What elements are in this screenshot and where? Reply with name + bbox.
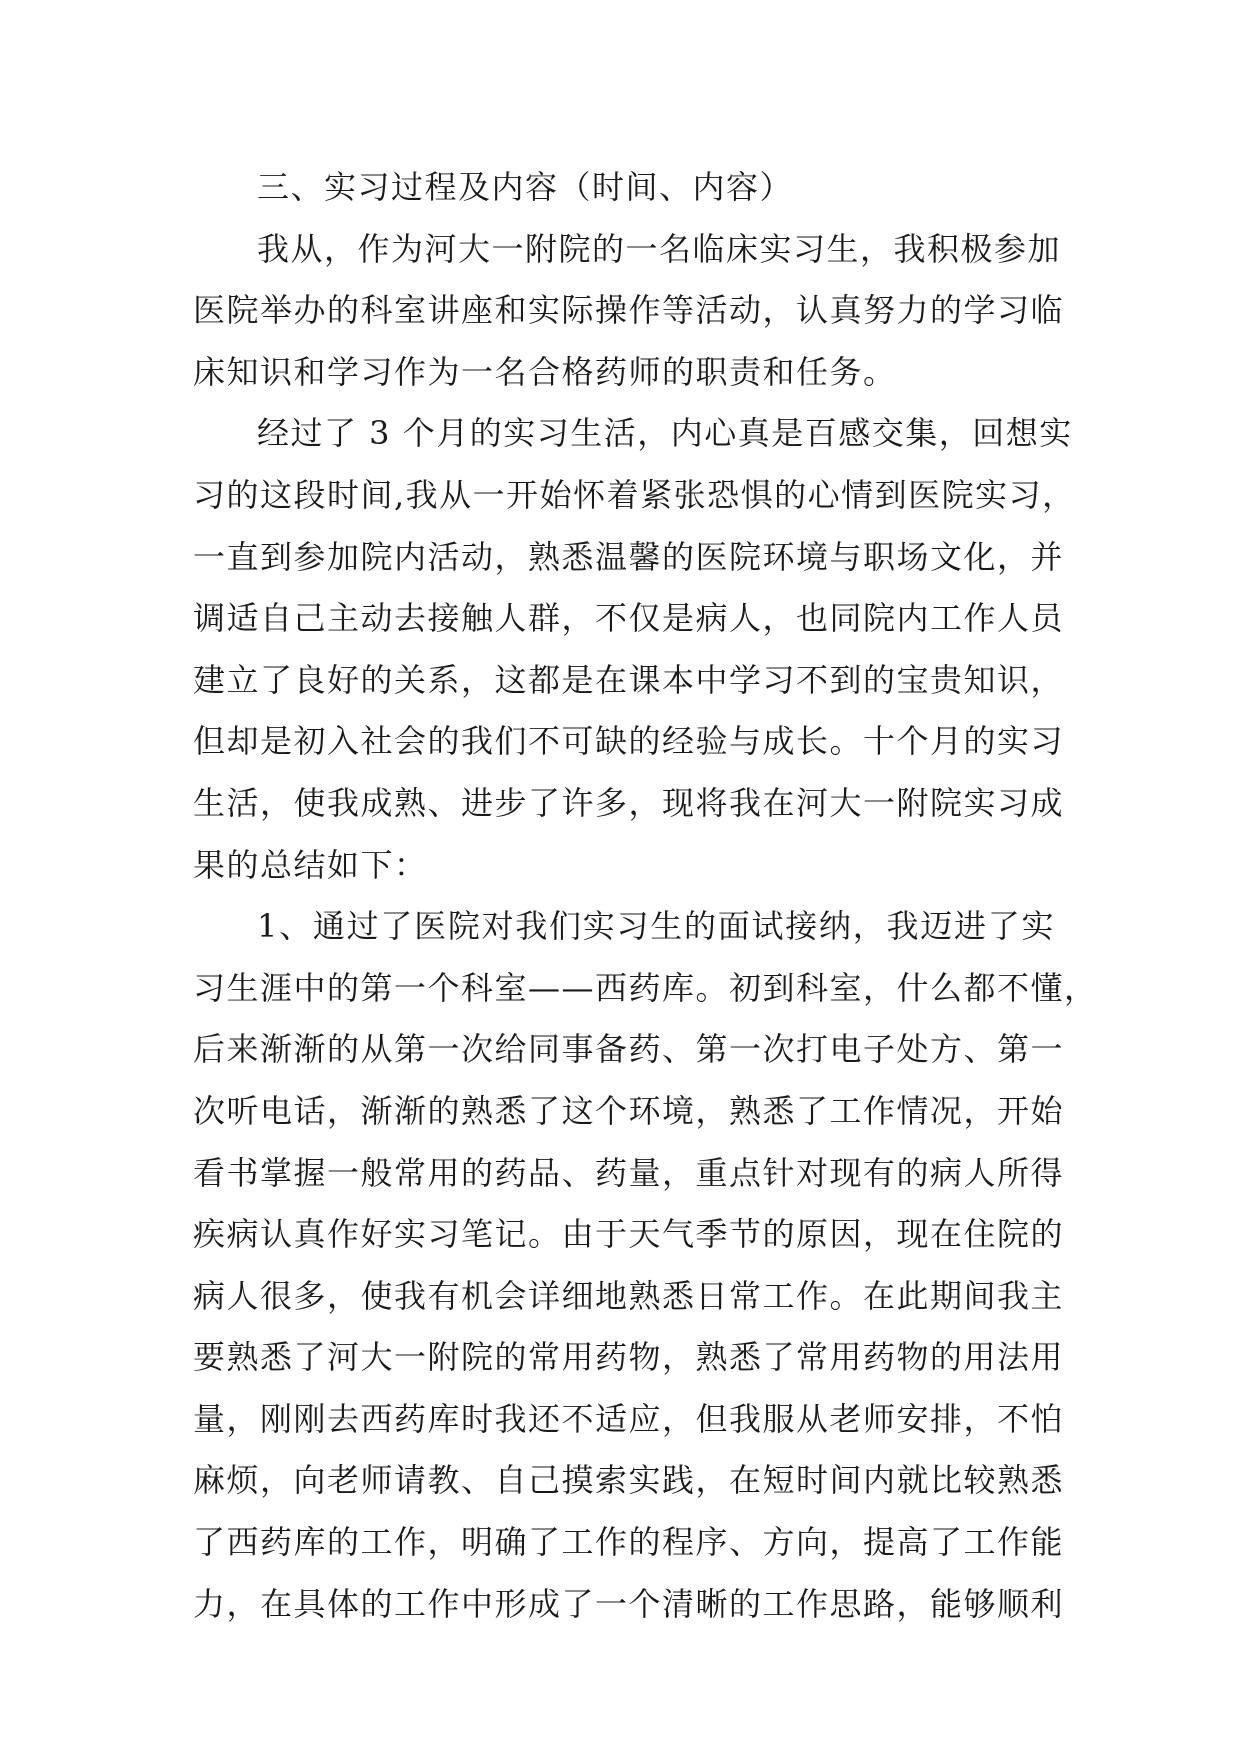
- paragraph-line: 力，在具体的工作中形成了一个清晰的工作思路，能够顺利: [193, 1584, 1065, 1623]
- paragraph-line: 建立了良好的关系，这都是在课本中学习不到的宝贵知识，: [193, 660, 1065, 699]
- paragraph-line: 1、通过了医院对我们实习生的面试接纳，我迈进了实: [257, 907, 1055, 946]
- paragraph-line: 经过了 3 个月的实习生活，内心真是百感交集，回想实: [257, 414, 1073, 453]
- paragraph-line: 疾病认真作好实习笔记。由于天气季节的原因，现在住院的: [193, 1215, 1065, 1254]
- paragraph-line: 病人很多，使我有机会详细地熟悉日常工作。在此期间我主: [193, 1276, 1065, 1315]
- paragraph-line: 看书掌握一般常用的药品、药量，重点针对现有的病人所得: [193, 1153, 1065, 1192]
- paragraph-line: 果的总结如下：: [193, 845, 428, 884]
- paragraph-line: 习生涯中的第一个科室——西药库。初到科室，什么都不懂，: [193, 968, 1098, 1007]
- paragraph-line: 医院举办的科室讲座和实际操作等活动，认真努力的学习临: [193, 291, 1065, 330]
- paragraph-line: 一直到参加院内活动，熟悉温馨的医院环境与职场文化，并: [193, 537, 1065, 576]
- paragraph-line: 次听电话，渐渐的熟悉了这个环境，熟悉了工作情况，开始: [193, 1091, 1065, 1130]
- document-body: [193, 157, 1098, 1635]
- paragraph-line: 生活，使我成熟、进步了许多，现将我在河大一附院实习成: [193, 783, 1065, 822]
- paragraph-line: 我从，作为河大一附院的一名临床实习生，我积极参加: [257, 229, 1062, 268]
- paragraph-line: 了西药库的工作，明确了工作的程序、方向，提高了工作能: [193, 1523, 1065, 1562]
- paragraph-line: 后来渐渐的从第一次给同事备药、第一次打电子处方、第一: [193, 1030, 1065, 1069]
- paragraph-line: 量，刚刚去西药库时我还不适应，但我服从老师安排，不怕: [193, 1399, 1065, 1438]
- paragraph-line: 床知识和学习作为一名合格药师的职责和任务。: [193, 352, 897, 391]
- section-heading: 三、实习过程及内容（时间、内容）: [257, 168, 794, 206]
- paragraph-line: 调适自己主动去接触人群，不仅是病人，也同院内工作人员: [193, 599, 1065, 638]
- paragraph-line: 但却是初入社会的我们不可缺的经验与成长。十个月的实习: [193, 722, 1065, 761]
- paragraph-line: 麻烦，向老师请教、自己摸索实践，在短时间内就比较熟悉: [193, 1461, 1065, 1500]
- paragraph-line: 要熟悉了河大一附院的常用药物，熟悉了常用药物的用法用: [193, 1338, 1065, 1377]
- paragraph-line: 习的这段时间,我从一开始怀着紧张恐惧的心情到医院实习，: [193, 475, 1076, 514]
